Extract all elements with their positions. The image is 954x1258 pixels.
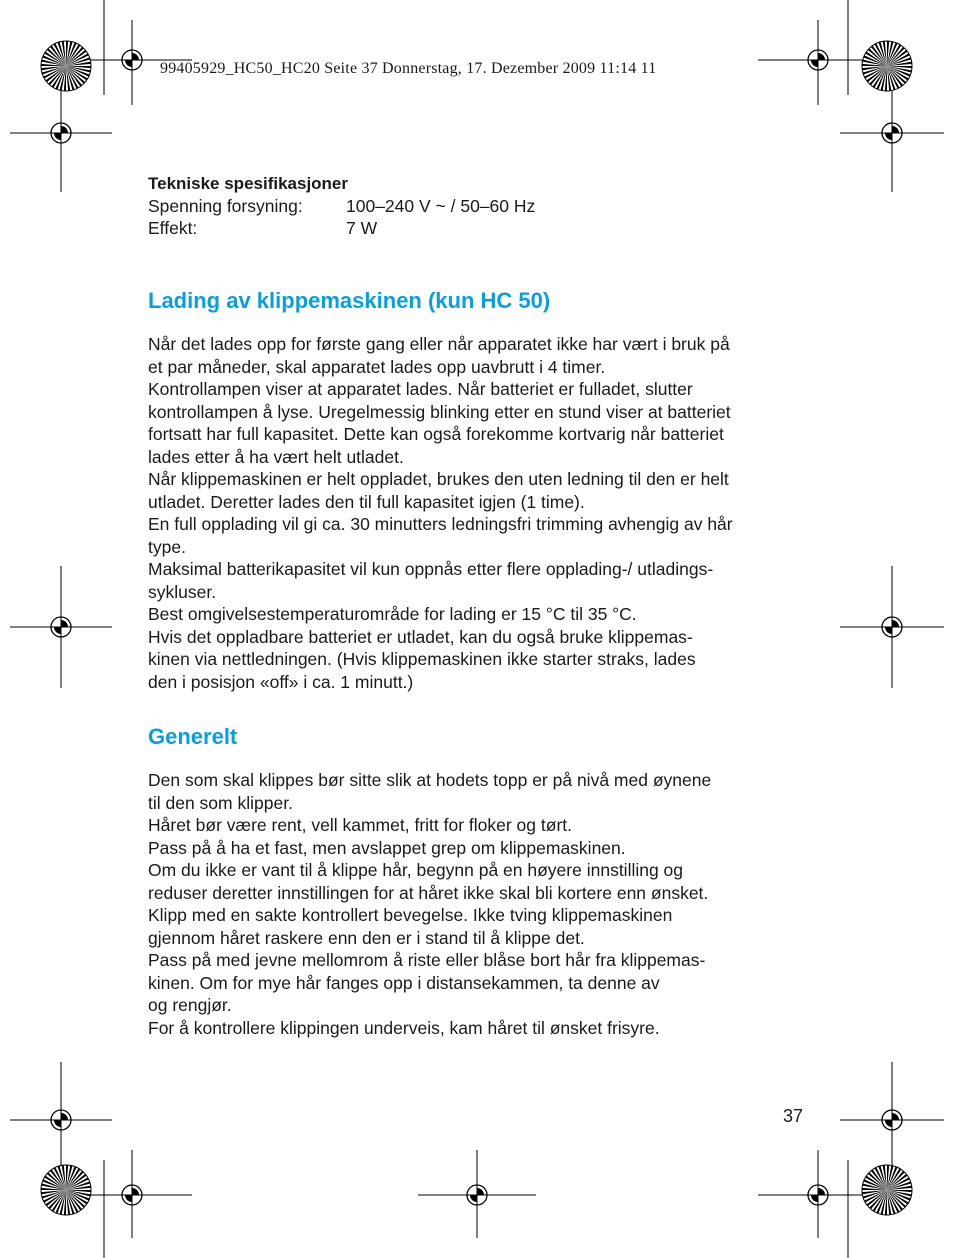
body-line: For å kontrollere klippingen underveis, kam håret til ønsket frisyre. xyxy=(148,1017,660,1038)
body-line: kinen via nettledningen. (Hvis klippemaskinen ikke starter straks, lades xyxy=(148,649,696,669)
body-line: Når klippemaskinen er helt oppladet, brukes den uten ledning til den er helt xyxy=(148,469,729,489)
body-line: kontrollampen å lyse. Uregelmessig blinking etter en stund viser at batteriet xyxy=(148,401,731,422)
page-number: 37 xyxy=(783,1106,804,1126)
body-line: Den som skal klippes bør sitte slik at hodets topp er på nivå med øynene xyxy=(148,770,712,790)
body-line: den i posisjon «off» i ca. 1 minutt.) xyxy=(148,671,414,692)
spec-value: 7 W xyxy=(346,218,378,238)
spec-title: Tekniske spesifikasjoner xyxy=(148,174,349,193)
body-line: utladet. Deretter lades den til full kapasitet igjen (1 time). xyxy=(148,491,585,512)
spec-label: Effekt: xyxy=(148,218,198,238)
spec-label: Spenning forsyning: xyxy=(148,196,303,216)
body-line: Pass på å ha et fast, men avslappet grep om klippemaskinen. xyxy=(148,837,626,858)
body-line: Om du ikke er vant til å klippe hår, begynn på en høyere innstilling og xyxy=(148,860,684,880)
starburst-target xyxy=(41,41,91,91)
body-line: til den som klipper. xyxy=(148,792,293,813)
spec-row xyxy=(148,217,535,239)
body-line: Best omgivelsestemperaturområde for lading er 15 °C til 35 °C. xyxy=(148,604,637,624)
body-line: type. xyxy=(148,536,186,557)
body-line: Når det lades opp for første gang eller når apparatet ikke har vært i bruk på xyxy=(148,334,730,354)
spec-value: 100–240 V ~ / 50–60 Hz xyxy=(346,196,536,216)
starburst-target xyxy=(862,41,912,91)
body-line: og rengjør. xyxy=(148,995,232,1015)
print-slug: 99405929_HC50_HC20 Seite 37 Donnerstag, 17. Dezember 2009 11:14 11 xyxy=(160,60,657,77)
body-line: Maksimal batterikapasitet vil kun oppnås etter flere opplading-/ utladings- xyxy=(148,559,714,579)
body-line: Håret bør være rent, vell kammet, fritt for floker og tørt. xyxy=(148,815,572,835)
spec-row xyxy=(148,195,535,217)
body-line: Klipp med en sakte kontrollert bevegelse. Ikke tving klippemaskinen xyxy=(148,905,673,925)
starburst-target xyxy=(862,1165,912,1215)
page-content xyxy=(148,173,813,1039)
section-heading-generelt: Generelt xyxy=(148,724,238,749)
body-line: kinen. Om for mye hår fanges opp i distansekammen, ta denne av xyxy=(148,972,660,993)
body-line: reduser deretter innstillingen for at håret ikke skal bli kortere enn ønsket. xyxy=(148,882,709,903)
body-line: et par måneder, skal apparatet lades opp uavbrutt i 4 timer. xyxy=(148,356,606,377)
section-body-generelt xyxy=(148,769,813,1039)
section-body-lading xyxy=(148,333,813,693)
body-line: fortsatt har full kapasitet. Dette kan også forekomme kortvarig når batteriet xyxy=(148,424,724,444)
body-line: Kontrollampen viser at apparatet lades. Når batteriet er fulladet, slutter xyxy=(148,379,693,399)
body-line: En full opplading vil gi ca. 30 minutters ledningsfri trimming avhengig av hår xyxy=(148,514,733,534)
body-line: lades etter å ha vært helt utladet. xyxy=(148,446,404,467)
section-heading-lading: Lading av klippemaskinen (kun HC 50) xyxy=(148,288,551,313)
body-line: Hvis det oppladbare batteriet er utladet, kan du også bruke klippemas- xyxy=(148,626,693,647)
body-line: gjennom håret raskere enn den er i stand til å klippe det. xyxy=(148,927,585,948)
body-line: Pass på med jevne mellomrom å riste eller blåse bort hår fra klippemas- xyxy=(148,950,706,970)
body-line: sykluser. xyxy=(148,581,217,602)
starburst-target xyxy=(41,1165,91,1215)
spec-table xyxy=(148,195,535,239)
